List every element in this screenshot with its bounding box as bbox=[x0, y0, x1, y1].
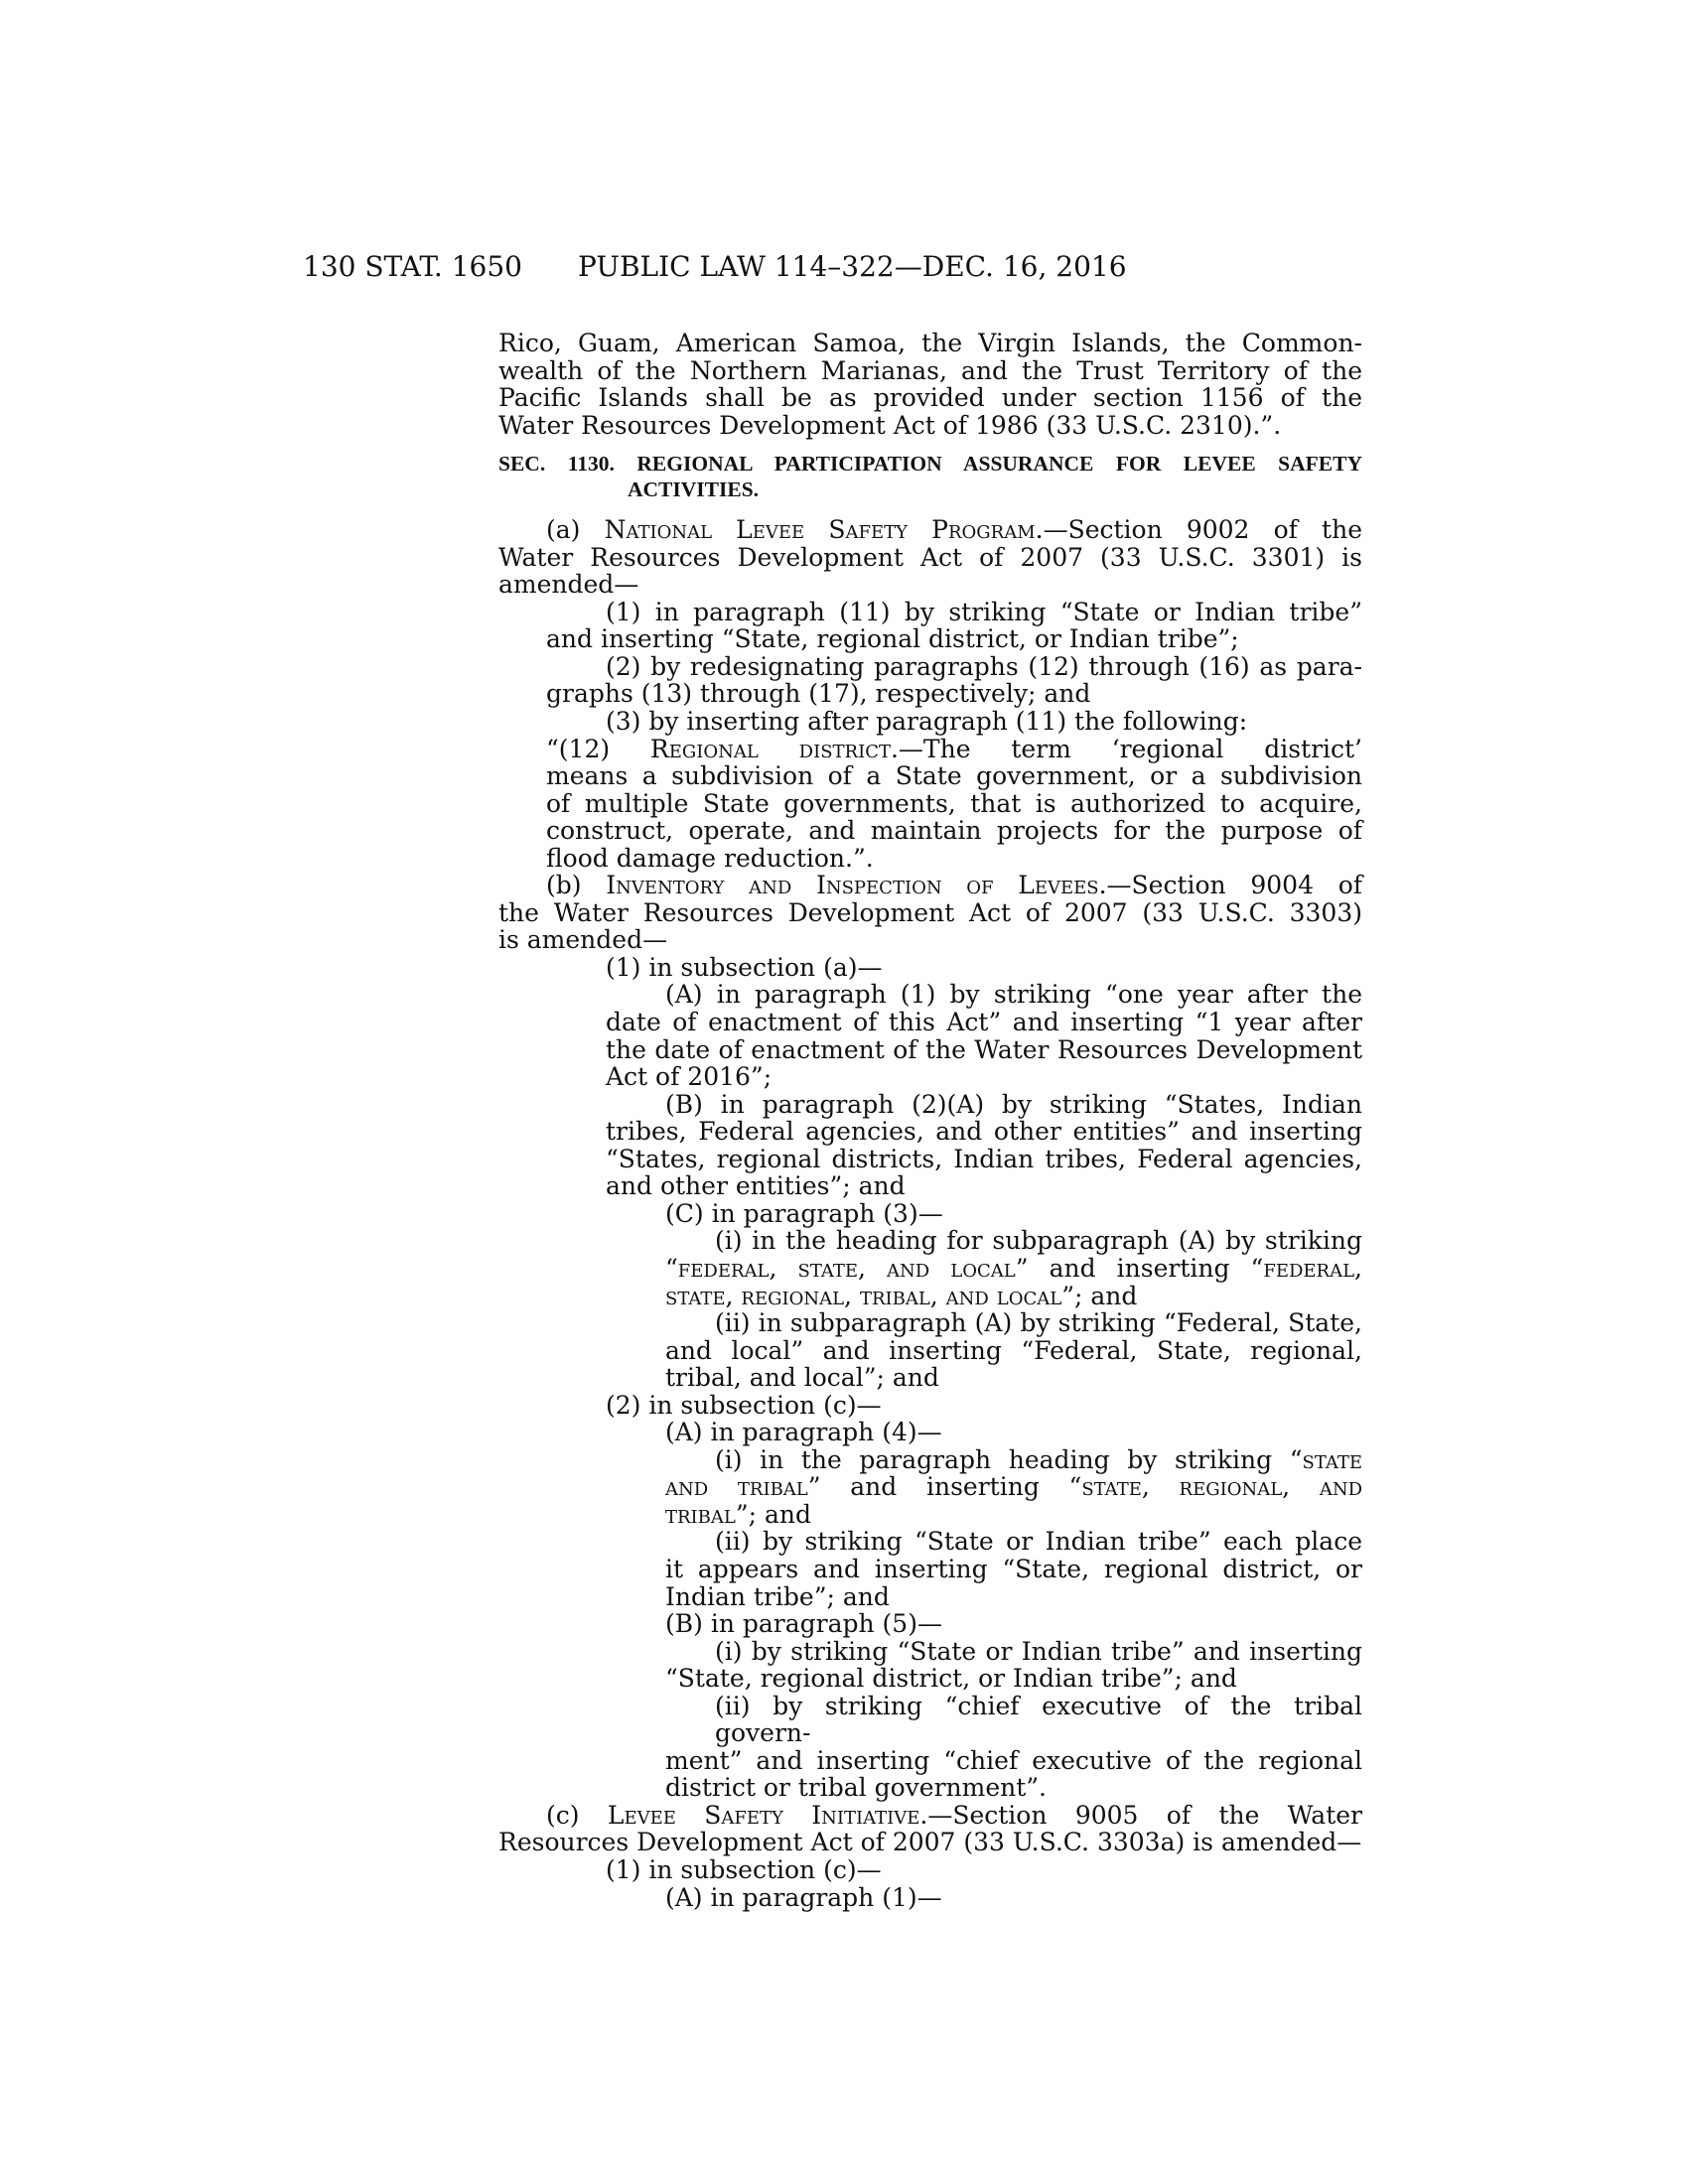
paragraph-1: (1) in subsection (a)— bbox=[606, 952, 883, 982]
text-fragment: “ bbox=[665, 1253, 678, 1283]
text-line: and other entities”; and bbox=[606, 1171, 906, 1201]
subparagraph-A: (A) in paragraph (1)— bbox=[665, 1882, 942, 1912]
subparagraph-C: (C) in paragraph (3)— bbox=[665, 1198, 943, 1228]
text-fragment: ”; and bbox=[735, 1499, 812, 1529]
clause-i: (i) by striking “State or Indian tribe” and inserting bbox=[715, 1636, 1362, 1666]
text-line: and inserting “State, regional district, or Indian tribe”; bbox=[546, 624, 1239, 654]
text-line: date of enactment of this Act” and inserting “1 year after bbox=[606, 1008, 1362, 1037]
section-heading bbox=[498, 451, 1362, 502]
paragraph-1: (1) in subsection (c)— bbox=[606, 1854, 882, 1884]
subparagraph-B: (B) in paragraph (2)(A) by striking “States, Indian bbox=[665, 1089, 1362, 1119]
document-body bbox=[498, 330, 1362, 1911]
clause-ii: (ii) in subparagraph (A) by striking “Federal, State, bbox=[715, 1308, 1362, 1338]
section-heading-line: ACTIVITIES. bbox=[628, 478, 760, 502]
text-line: “States, regional districts, Indian tribes, Federal agencies, bbox=[606, 1144, 1362, 1173]
subsection-intro-text: .—Section 9004 of bbox=[1098, 871, 1362, 900]
text-line: ment” and inserting “chief executive of the regional bbox=[665, 1745, 1362, 1775]
subsection-intro-line bbox=[498, 516, 1362, 544]
text-line: tribal, and local”; and bbox=[665, 1363, 939, 1393]
text-line: district or tribal government”. bbox=[665, 1773, 1048, 1803]
subsection-heading: Levee Safety Initiative bbox=[607, 1800, 920, 1830]
text-line: Pacific Islands shall be as provided under section 1156 of the bbox=[498, 383, 1362, 413]
subsection-heading: National Levee Safety Program bbox=[604, 515, 1036, 545]
text-line: Water Resources Development Act of 2007 (33 U.S.C. 3301) is bbox=[498, 542, 1362, 572]
text-line bbox=[498, 1473, 1362, 1501]
continuation-paragraph bbox=[498, 330, 1362, 439]
text-line: it appears and inserting “State, regional district, or bbox=[665, 1554, 1362, 1583]
section-heading-line: SEC. 1130. REGIONAL PARTICIPATION ASSURANCE FOR LEVEE SAFETY bbox=[498, 452, 1362, 477]
text-line: Act of 2016”; bbox=[606, 1062, 773, 1092]
text-line: tribes, Federal agencies, and other entities” and inserting bbox=[606, 1117, 1362, 1147]
small-caps-fragment: federal, bbox=[1263, 1253, 1362, 1283]
text-line: Rico, Guam, American Samoa, the Virgin Islands, the Common- bbox=[498, 329, 1362, 357]
subsection-label: (c) bbox=[546, 1800, 608, 1830]
text-line: “State, regional district, or Indian tribe”; and bbox=[665, 1664, 1237, 1694]
paragraph-1: (1) in paragraph (11) by striking “State or Indian tribe” bbox=[606, 597, 1362, 626]
text-line: amended— bbox=[498, 570, 639, 600]
subsection-label: (a) bbox=[546, 515, 605, 545]
running-head: PUBLIC LAW 114–322—DEC. 16, 2016 bbox=[578, 250, 1127, 283]
text-line: Water Resources Development Act of 1986 (33 U.S.C. 2310).”. bbox=[498, 410, 1282, 440]
paragraph-2: (2) in subsection (c)— bbox=[606, 1390, 882, 1420]
page-number: 130 STAT. 1650 bbox=[303, 250, 522, 283]
text-line: the Water Resources Development Act of 2007 (33 U.S.C. 3303) bbox=[498, 897, 1362, 927]
small-caps-fragment: state bbox=[1302, 1444, 1362, 1474]
text-line: means a subdivision of a State government, or a subdivision bbox=[546, 761, 1362, 791]
text-line: graphs (13) through (17), respectively; and bbox=[546, 679, 1091, 709]
subsection-intro-text: .—Section 9002 of the bbox=[1035, 515, 1362, 545]
clause-ii: (ii) by striking “State or Indian tribe” each place bbox=[715, 1527, 1362, 1557]
subsection-intro-text: .—Section 9005 of the Water bbox=[919, 1800, 1362, 1830]
quoted-intro-text: .—The term ‘regional district’ bbox=[890, 734, 1363, 763]
quoted-heading: Regional district bbox=[649, 734, 891, 763]
subsection-b bbox=[498, 872, 1362, 1802]
text-line bbox=[498, 1501, 1362, 1529]
text-fragment: ” and inserting “ bbox=[807, 1472, 1082, 1502]
text-line: and local” and inserting “Federal, State, regional, bbox=[665, 1335, 1362, 1365]
text-line: Resources Development Act of 2007 (33 U.S.C. 3303a) is amended— bbox=[498, 1828, 1362, 1857]
text-line: Indian tribe”; and bbox=[665, 1581, 890, 1611]
subsection-intro-line bbox=[498, 872, 1362, 899]
text-line: wealth of the Northern Marianas, and the Trust Territory of the bbox=[498, 355, 1362, 385]
small-caps-fragment: federal, state, and local bbox=[677, 1253, 1016, 1283]
text-line: of multiple State governments, that is authorized to acquire, bbox=[546, 788, 1362, 818]
text-line: is amended— bbox=[498, 925, 668, 955]
text-line: flood damage reduction.”. bbox=[546, 843, 874, 873]
text-fragment: (i) in the paragraph heading by striking “ bbox=[715, 1444, 1303, 1474]
small-caps-fragment: state, regional, tribal, and local bbox=[665, 1281, 1062, 1310]
small-caps-fragment: and tribal bbox=[665, 1472, 808, 1502]
small-caps-fragment: state, regional, and bbox=[1081, 1472, 1363, 1502]
clause-i: (i) in the heading for subparagraph (A) by striking bbox=[715, 1226, 1362, 1256]
text-line bbox=[498, 1283, 1362, 1310]
text-fragment: ”; and bbox=[1061, 1281, 1138, 1310]
clause-i bbox=[498, 1446, 1362, 1474]
subparagraph-B: (B) in paragraph (5)— bbox=[665, 1609, 942, 1639]
text-fragment: ” and inserting “ bbox=[1015, 1253, 1264, 1283]
subparagraph-A: (A) in paragraph (4)— bbox=[665, 1418, 942, 1447]
clause-ii: (ii) by striking “chief executive of the tribal govern- bbox=[715, 1691, 1362, 1748]
quoted-label: “(12) bbox=[546, 734, 650, 763]
subsection-a bbox=[498, 516, 1362, 872]
small-caps-fragment: tribal bbox=[665, 1499, 736, 1529]
text-line bbox=[498, 1255, 1362, 1283]
subsection-label: (b) bbox=[546, 871, 607, 900]
paragraph-2: (2) by redesignating paragraphs (12) through (16) as para- bbox=[606, 651, 1362, 681]
text-line: construct, operate, and maintain projects for the purpose of bbox=[546, 816, 1362, 846]
subsection-heading: Inventory and Inspection of Levees bbox=[606, 871, 1099, 900]
subparagraph-A: (A) in paragraph (1) by striking “one year after the bbox=[665, 980, 1362, 1010]
text-line: the date of enactment of the Water Resources Development bbox=[606, 1034, 1362, 1064]
subsection-intro-line bbox=[498, 1802, 1362, 1830]
quoted-paragraph-line bbox=[498, 736, 1362, 763]
subsection-c bbox=[498, 1802, 1362, 1911]
paragraph-3: (3) by inserting after paragraph (11) the following: bbox=[606, 707, 1248, 737]
